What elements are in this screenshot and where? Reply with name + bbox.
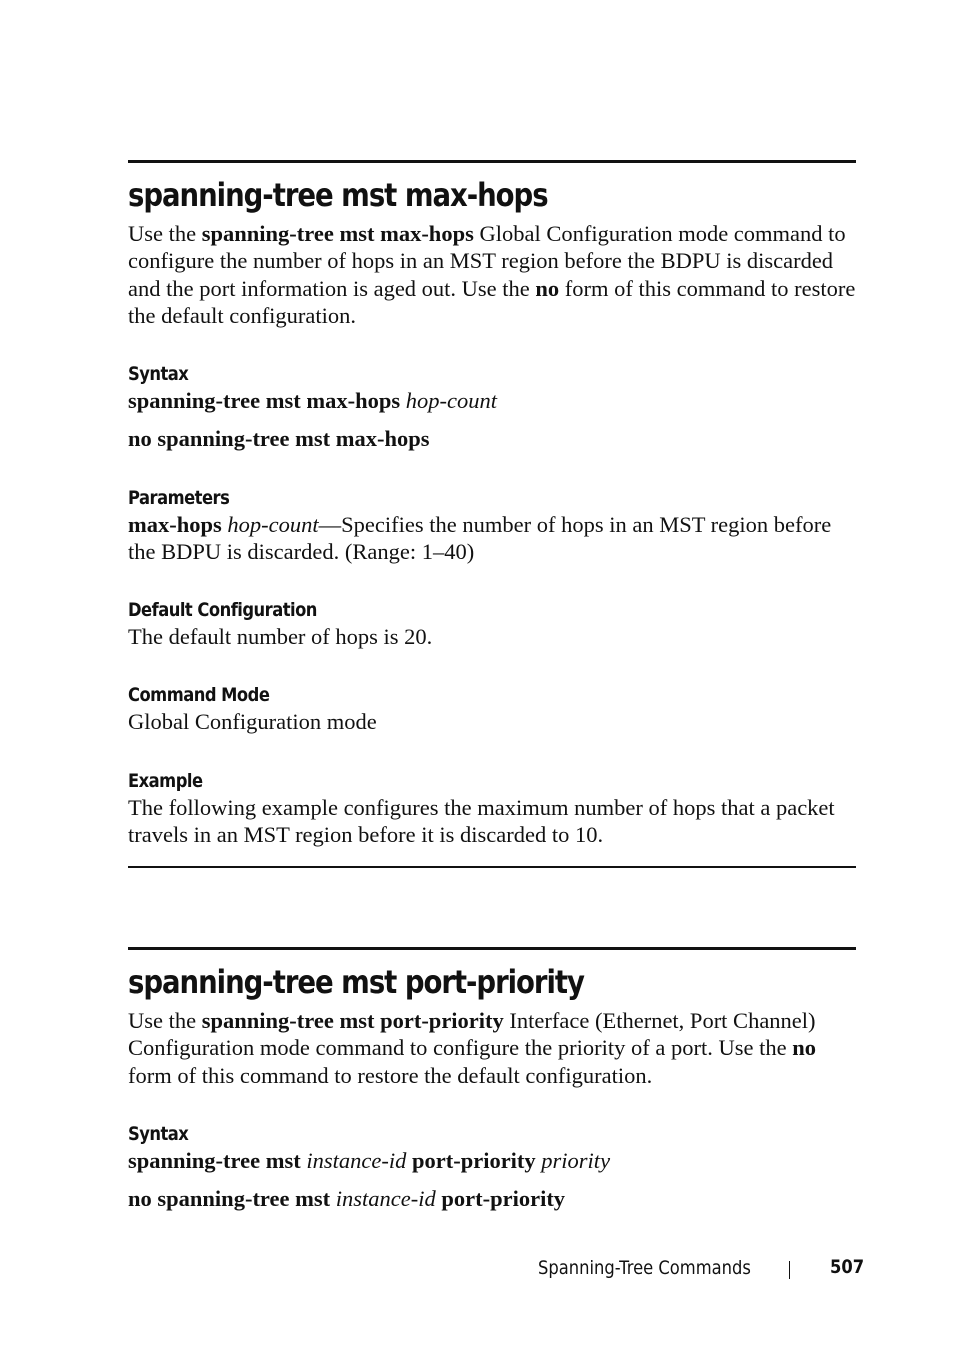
intro-command: spanning-tree mst port-priority [201, 1008, 504, 1033]
default-configuration-heading: Default Configuration [128, 599, 317, 621]
syntax-heading: Syntax [128, 1123, 189, 1145]
syntax-line [128, 1147, 610, 1174]
parameters-heading: Parameters [128, 487, 230, 509]
parameter-description [128, 511, 856, 566]
intro-text: Global Configuration mode command to configure the number of hops in an MST region before the BDPU is discarded and the port information is aged out. Use the [128, 221, 846, 301]
section-title-max-hops: spanning-tree mst max-hops [128, 176, 548, 214]
section-top-rule [128, 160, 856, 163]
syntax-command: spanning-tree mst [128, 1148, 301, 1173]
parameter-keyword: max-hops [128, 512, 222, 537]
default-configuration-text: The default number of hops is 20. [128, 624, 433, 649]
example-heading: Example [128, 770, 203, 792]
intro-no-keyword: no [535, 275, 560, 301]
footer-separator [789, 1261, 790, 1279]
syntax-no-line [128, 425, 430, 452]
intro-text: Use the [128, 221, 202, 246]
intro-no-keyword: no [792, 1035, 816, 1061]
footer-page-number: 507 [830, 1256, 865, 1278]
syntax-argument: priority [541, 1148, 611, 1173]
intro-paragraph-port-priority [128, 1007, 856, 1089]
syntax-heading: Syntax [128, 363, 189, 385]
example-text: The following example configures the maximum number of hops that a packet travels in an MST region before it is discarded to 10. [128, 795, 835, 848]
syntax-line [128, 387, 497, 414]
intro-command: spanning-tree mst max-hops [201, 221, 474, 246]
section-bottom-rule [128, 866, 856, 868]
section-top-rule [128, 947, 856, 950]
syntax-argument: hop-count [405, 388, 497, 413]
syntax-no-command: no spanning-tree mst [128, 1186, 331, 1211]
section-title-port-priority: spanning-tree mst port-priority [128, 963, 584, 1001]
syntax-command: spanning-tree mst max-hops [128, 388, 401, 413]
intro-text: form of this command to restore the default configuration. [128, 1062, 653, 1088]
command-mode-text: Global Configuration mode [128, 709, 377, 734]
intro-paragraph-max-hops [128, 220, 856, 330]
intro-text: Use the [128, 1008, 202, 1033]
intro-text: form of this command to restore the default configuration. [128, 275, 856, 329]
syntax-argument: instance-id [335, 1186, 436, 1211]
syntax-keyword: port-priority [411, 1148, 536, 1173]
command-mode-heading: Command Mode [128, 684, 270, 706]
syntax-keyword: port-priority [441, 1186, 566, 1211]
parameter-text: —Specifies the number of hops in an MST region before the BDPU is discarded. (Range: 1–40) [128, 512, 832, 565]
syntax-no-command: no spanning-tree mst max-hops [128, 426, 430, 451]
syntax-no-line [128, 1185, 565, 1212]
syntax-argument: instance-id [306, 1148, 407, 1173]
parameter-argument: hop-count [227, 512, 319, 537]
intro-text: Interface (Ethernet, Port Channel) Configuration mode command to configure the priority of a port. Use the [128, 1008, 816, 1061]
footer-chapter-title: Spanning-Tree Commands [538, 1257, 751, 1279]
